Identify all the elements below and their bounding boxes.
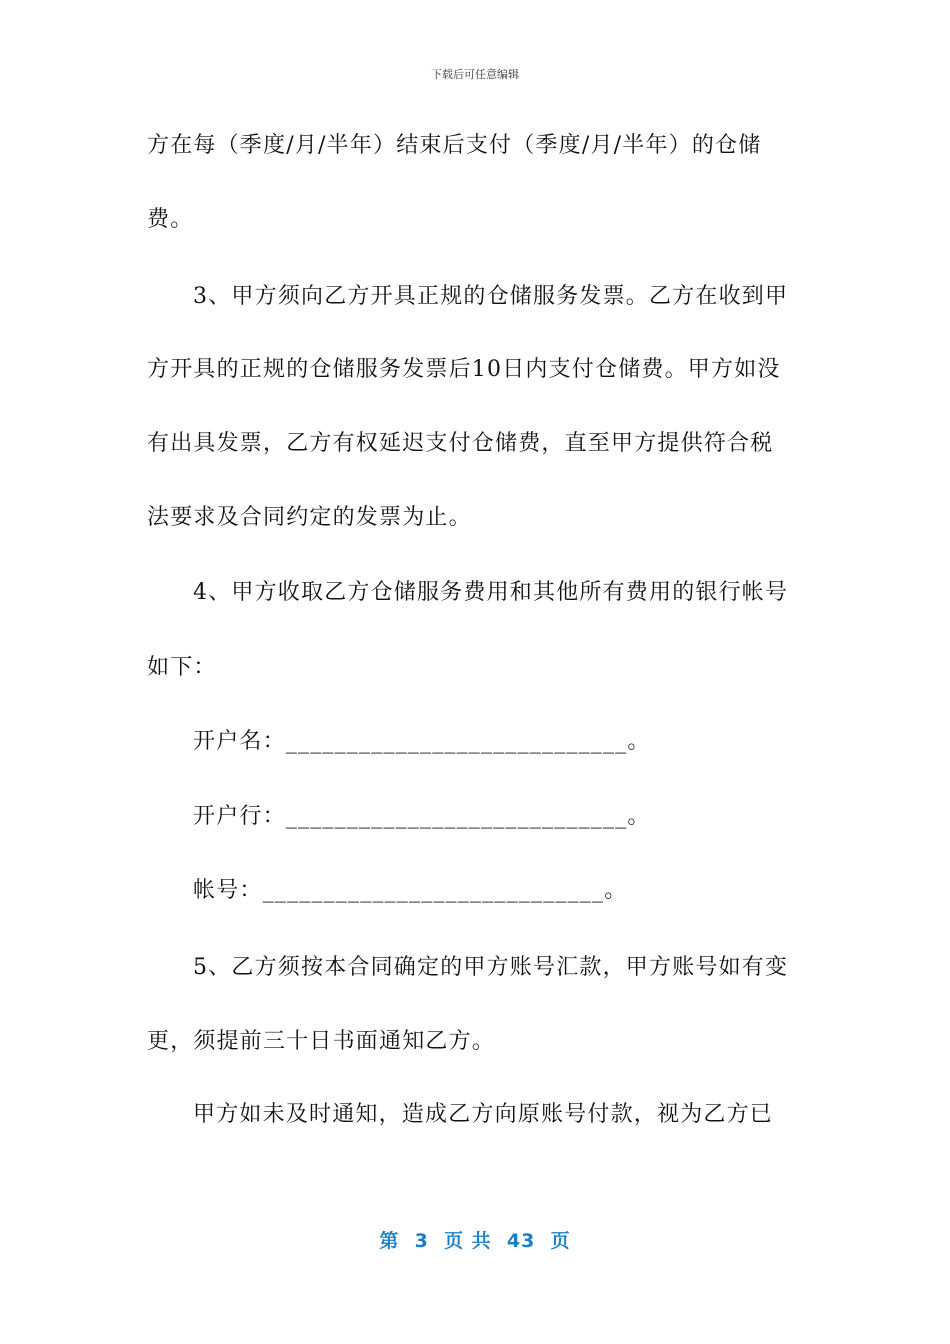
body-line: 费。 <box>147 207 194 232</box>
body-line: 5、乙方须按本合同确定的甲方账号汇款，甲方账号如有变 <box>193 955 789 980</box>
body-line: 方开具的正规的仓储服务发票后10日内支付仓储费。甲方如没 <box>147 357 781 382</box>
body-line: 更，须提前三十日书面通知乙方。 <box>147 1029 496 1054</box>
body-line: 4、甲方收取乙方仓储服务费用和其他所有费用的银行帐号 <box>193 580 789 605</box>
page-header: 下载后可任意编辑 <box>431 68 519 81</box>
bank-name-field: 开户行：____________________________。 <box>193 804 651 829</box>
body-line: 甲方如未及时通知，造成乙方向原账号付款，视为乙方已 <box>193 1102 774 1127</box>
body-line: 3、甲方须向乙方开具正规的仓储服务发票。乙方在收到甲 <box>193 284 789 309</box>
page-number-footer: 第 3 页 共 43 页 <box>379 1230 571 1252</box>
body-line: 如下： <box>147 655 217 680</box>
body-line: 有出具发票，乙方有权延迟支付仓储费，直至甲方提供符合税 <box>147 431 774 456</box>
account-number-field: 帐号：____________________________。 <box>193 878 628 903</box>
account-name-field: 开户名：____________________________。 <box>193 729 651 754</box>
body-line: 法要求及合同约定的发票为止。 <box>147 505 472 530</box>
body-line: 方在每（季度/月/半年）结束后支付（季度/月/半年）的仓储 <box>147 133 762 158</box>
